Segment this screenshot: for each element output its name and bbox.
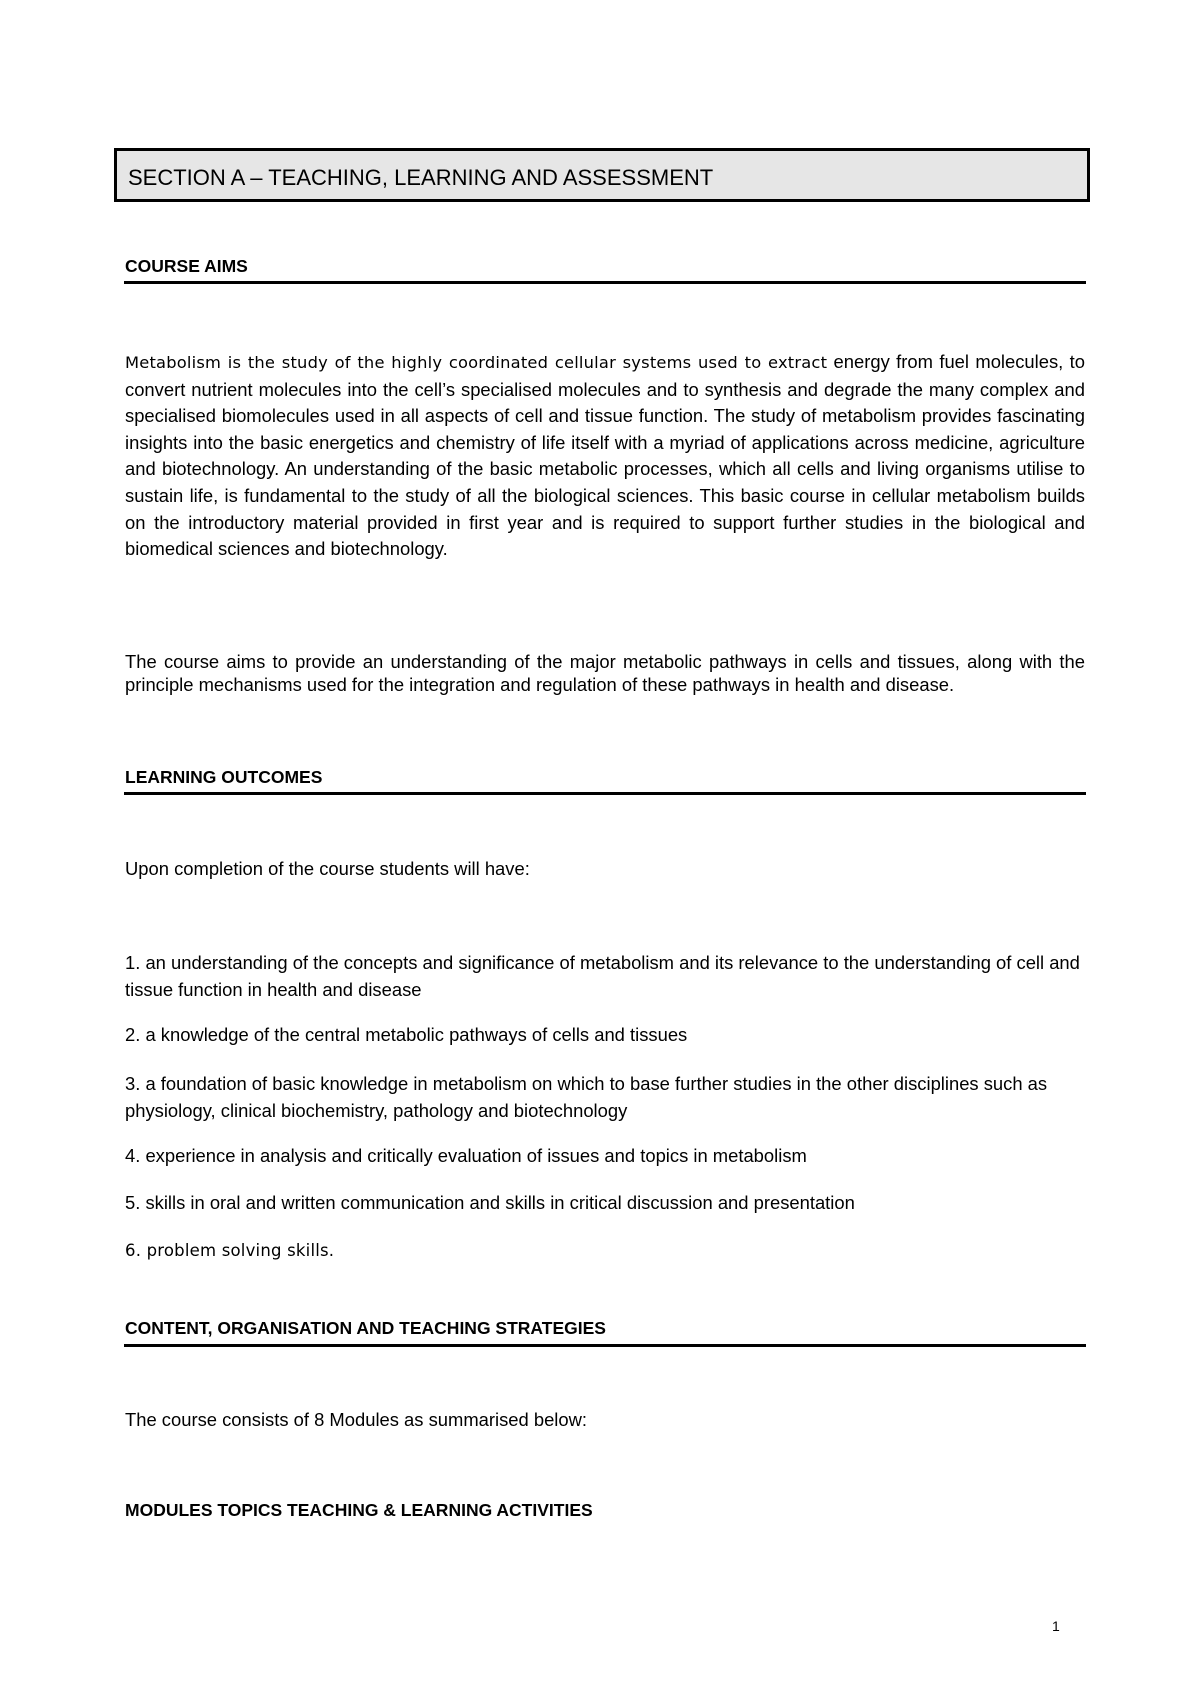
paragraph-body-text: energy from fuel molecules, to convert nutrient molecules into the cell’s specialised molecules and to synthesis and degrade the many complex and specialised biomolecules used in all aspects of cell and tissue function. The study of metabolism provides fascinating insights into the basic energetics and chemistry of life itself with a myriad of applications across medicine, agriculture and biotechnology. An understanding of the basic metabolic processes, which all cells and living organisms utilise to sustain life, is fundamental to the study of all the biological sciences. This basic course in cellular metabolism builds on the introductory material provided in first year and is required to support further studies in the biological and biomedical sciences and biotechnology. (125, 351, 1086, 560)
learning-outcome-item: 5. skills in oral and written communication and skills in critical discussion and presentation (125, 1192, 855, 1213)
learning-outcome-item: 1. an understanding of the concepts and significance of metabolism and its relevance to the understanding of cell and tissue function in health and disease (125, 952, 1080, 1000)
learning-outcome-item: 4. experience in analysis and critically evaluation of issues and topics in metabolism (125, 1145, 807, 1166)
content-intro: The course consists of 8 Modules as summarised below: (125, 1409, 588, 1430)
course-aims-paragraph-1 (125, 349, 1085, 563)
page-number: 1 (1052, 1618, 1060, 1634)
modules-heading: MODULES TOPICS TEACHING & LEARNING ACTIVITIES (125, 1500, 593, 1520)
learning-outcomes-heading: LEARNING OUTCOMES (125, 767, 323, 787)
learning-outcomes-intro: Upon completion of the course students will have: (125, 858, 530, 879)
content-rule (124, 1344, 1086, 1347)
learning-outcome-item: 2. a knowledge of the central metabolic pathways of cells and tissues (125, 1024, 688, 1045)
learning-outcome-item: 6. problem solving skills. (125, 1241, 335, 1260)
content-heading: CONTENT, ORGANISATION AND TEACHING STRATEGIES (125, 1318, 606, 1338)
section-title: SECTION A – TEACHING, LEARNING AND ASSESSMENT (128, 165, 714, 190)
course-aims-paragraph-2: The course aims to provide an understanding of the major metabolic pathways in cells and tissues, along with the principle mechanisms used for the integration and regulation of these pathways in health and disease. (125, 651, 1085, 695)
course-aims-rule (124, 281, 1086, 284)
learning-outcome-item: 3. a foundation of basic knowledge in metabolism on which to base further studies in the other disciplines such as physiology, clinical biochemistry, pathology and biotechnology (125, 1073, 1048, 1121)
course-aims-heading: COURSE AIMS (125, 256, 248, 276)
learning-outcomes-rule (124, 792, 1086, 795)
paragraph-lead-text: Metabolism is the study of the highly coordinated cellular systems used to extract (125, 353, 828, 372)
section-title-box (114, 148, 1090, 202)
